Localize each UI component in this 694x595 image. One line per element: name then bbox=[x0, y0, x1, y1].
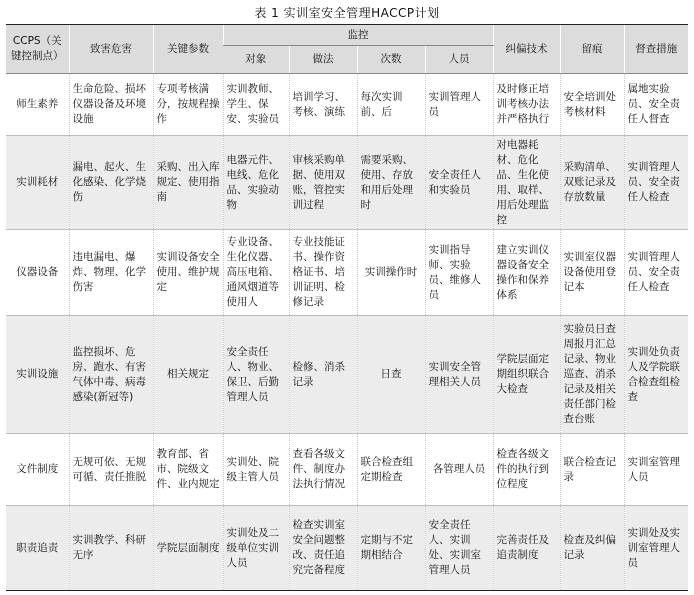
cell-correction: 检查各级文件的执行到位程度 bbox=[493, 434, 560, 506]
table-row bbox=[6, 434, 688, 506]
cell-object: 实训处、院级主管人员 bbox=[223, 434, 289, 506]
table-row bbox=[6, 74, 688, 136]
cell-record: 实训室仪器设备使用登记本 bbox=[560, 230, 624, 316]
cell-verification: 实训管理人员、安全责任人检查 bbox=[624, 230, 688, 316]
cell-record: 安全培训处考核材料 bbox=[560, 74, 624, 136]
cell-frequency: 每次实训前、后 bbox=[357, 74, 425, 136]
cell-personnel: 实训指导师、实验员、维修人员 bbox=[425, 230, 493, 316]
haccp-plan-table bbox=[6, 24, 688, 591]
cell-personnel: 各管理人员 bbox=[425, 434, 493, 506]
cell-hazard: 监控损坏、危房、跑水、有害气体中毒、病毒感染(新冠等) bbox=[69, 316, 153, 434]
cell-correction: 对电器耗材、危化品、生化使用、取样、用后处理监控 bbox=[493, 136, 560, 230]
table-row bbox=[6, 230, 688, 316]
cell-correction: 及时修正培训考核办法并严格执行 bbox=[493, 74, 560, 136]
cell-record: 联合检查记录 bbox=[560, 434, 624, 506]
cell-ccps: 实训耗材 bbox=[6, 136, 69, 230]
table-row bbox=[6, 506, 688, 591]
table-row bbox=[6, 316, 688, 434]
cell-correction: 完善责任及追责制度 bbox=[493, 506, 560, 591]
cell-hazard: 违电漏电、爆炸、物理、化学伤害 bbox=[69, 230, 153, 316]
cell-ccps: 师生素养 bbox=[6, 74, 69, 136]
cell-key-params: 相关规定 bbox=[153, 316, 223, 434]
cell-method: 培训学习、考核、演练 bbox=[289, 74, 357, 136]
header-verification: 督查措施 bbox=[624, 25, 688, 74]
header-hazard: 致害危害 bbox=[69, 25, 153, 74]
cell-frequency: 联合检查组定期检查 bbox=[357, 434, 425, 506]
cell-record: 检查及纠偏记录 bbox=[560, 506, 624, 591]
cell-verification: 实训室管理人员 bbox=[624, 434, 688, 506]
cell-personnel: 实训安全管理相关人员 bbox=[425, 316, 493, 434]
cell-key-params: 学院层面制度 bbox=[153, 506, 223, 591]
header-correction: 纠偏技术 bbox=[493, 25, 560, 74]
cell-frequency: 需要采购、使用、存放和用后处理时 bbox=[357, 136, 425, 230]
header-object: 对象 bbox=[223, 46, 289, 74]
cell-verification: 实训处及实训室管理人员 bbox=[624, 506, 688, 591]
cell-correction: 学院层面定期组织联合大检查 bbox=[493, 316, 560, 434]
cell-personnel: 实训管理人员 bbox=[425, 74, 493, 136]
cell-ccps: 文件制度 bbox=[6, 434, 69, 506]
header-ccps: CCPS（关键控制点） bbox=[6, 25, 69, 74]
cell-record: 采购清单、双账记录及存放数量 bbox=[560, 136, 624, 230]
cell-method: 查看各级文件、制度办法执行情况 bbox=[289, 434, 357, 506]
cell-object: 专业设备、生化仪器、高压电箱、通风烟道等使用人 bbox=[223, 230, 289, 316]
cell-ccps: 仪器设备 bbox=[6, 230, 69, 316]
header-frequency: 次数 bbox=[357, 46, 425, 74]
cell-hazard: 漏电、起火、生化感染、化学烧伤 bbox=[69, 136, 153, 230]
cell-frequency: 日查 bbox=[357, 316, 425, 434]
cell-key-params: 采购、出入库规定、使用指南 bbox=[153, 136, 223, 230]
cell-hazard: 实训教学、科研无序 bbox=[69, 506, 153, 591]
cell-personnel: 安全责任人、实训处、实训室管理人员 bbox=[425, 506, 493, 591]
cell-method: 检查实训室安全问题整改、责任追究完备程度 bbox=[289, 506, 357, 591]
cell-hazard: 无规可依、无规可循、责任推脱 bbox=[69, 434, 153, 506]
cell-key-params: 专项考核满分，按规程操作 bbox=[153, 74, 223, 136]
cell-hazard: 生命危险、损坏仪器设备及环境设施 bbox=[69, 74, 153, 136]
cell-verification: 实训处负责人及学院联合检查组检查 bbox=[624, 316, 688, 434]
cell-frequency: 实训操作时 bbox=[357, 230, 425, 316]
cell-ccps: 职责追责 bbox=[6, 506, 69, 591]
cell-ccps: 实训设施 bbox=[6, 316, 69, 434]
cell-verification: 属地实验员、安全责任人督查 bbox=[624, 74, 688, 136]
cell-key-params: 实训设备安全使用、维护规定 bbox=[153, 230, 223, 316]
header-key-params: 关键参数 bbox=[153, 25, 223, 74]
cell-object: 实训教师、学生、保安、实验员 bbox=[223, 74, 289, 136]
header-personnel: 人员 bbox=[425, 46, 493, 74]
cell-method: 审核采购单据、使用双账，管控实训过程 bbox=[289, 136, 357, 230]
cell-object: 实训处及二级单位实训人员 bbox=[223, 506, 289, 591]
header-monitoring: 监控 bbox=[223, 25, 493, 46]
cell-correction: 建立实训仪器设备安全操作和保养体系 bbox=[493, 230, 560, 316]
cell-method: 专业技能证书、操作资格证书、培训证明、检修记录 bbox=[289, 230, 357, 316]
cell-key-params: 教育部、省市、院级文件、业内规定 bbox=[153, 434, 223, 506]
cell-frequency: 定期与不定期相结合 bbox=[357, 506, 425, 591]
cell-record: 实验员日查周报月汇总记录、物业巡查、消杀记录及相关责任部门检查台账 bbox=[560, 316, 624, 434]
cell-personnel: 安全责任人和实验员 bbox=[425, 136, 493, 230]
cell-object: 安全责任人、物业、保卫、后勤管理人员 bbox=[223, 316, 289, 434]
header-record: 留痕 bbox=[560, 25, 624, 74]
cell-object: 电器元件、电线、危化品、实验动物 bbox=[223, 136, 289, 230]
header-method: 做法 bbox=[289, 46, 357, 74]
table-caption: 表 1 实训室安全管理HACCP计划 bbox=[254, 6, 440, 20]
cell-method: 检修、消杀记录 bbox=[289, 316, 357, 434]
cell-verification: 实训管理人员、安全责任人检查 bbox=[624, 136, 688, 230]
table-row bbox=[6, 136, 688, 230]
